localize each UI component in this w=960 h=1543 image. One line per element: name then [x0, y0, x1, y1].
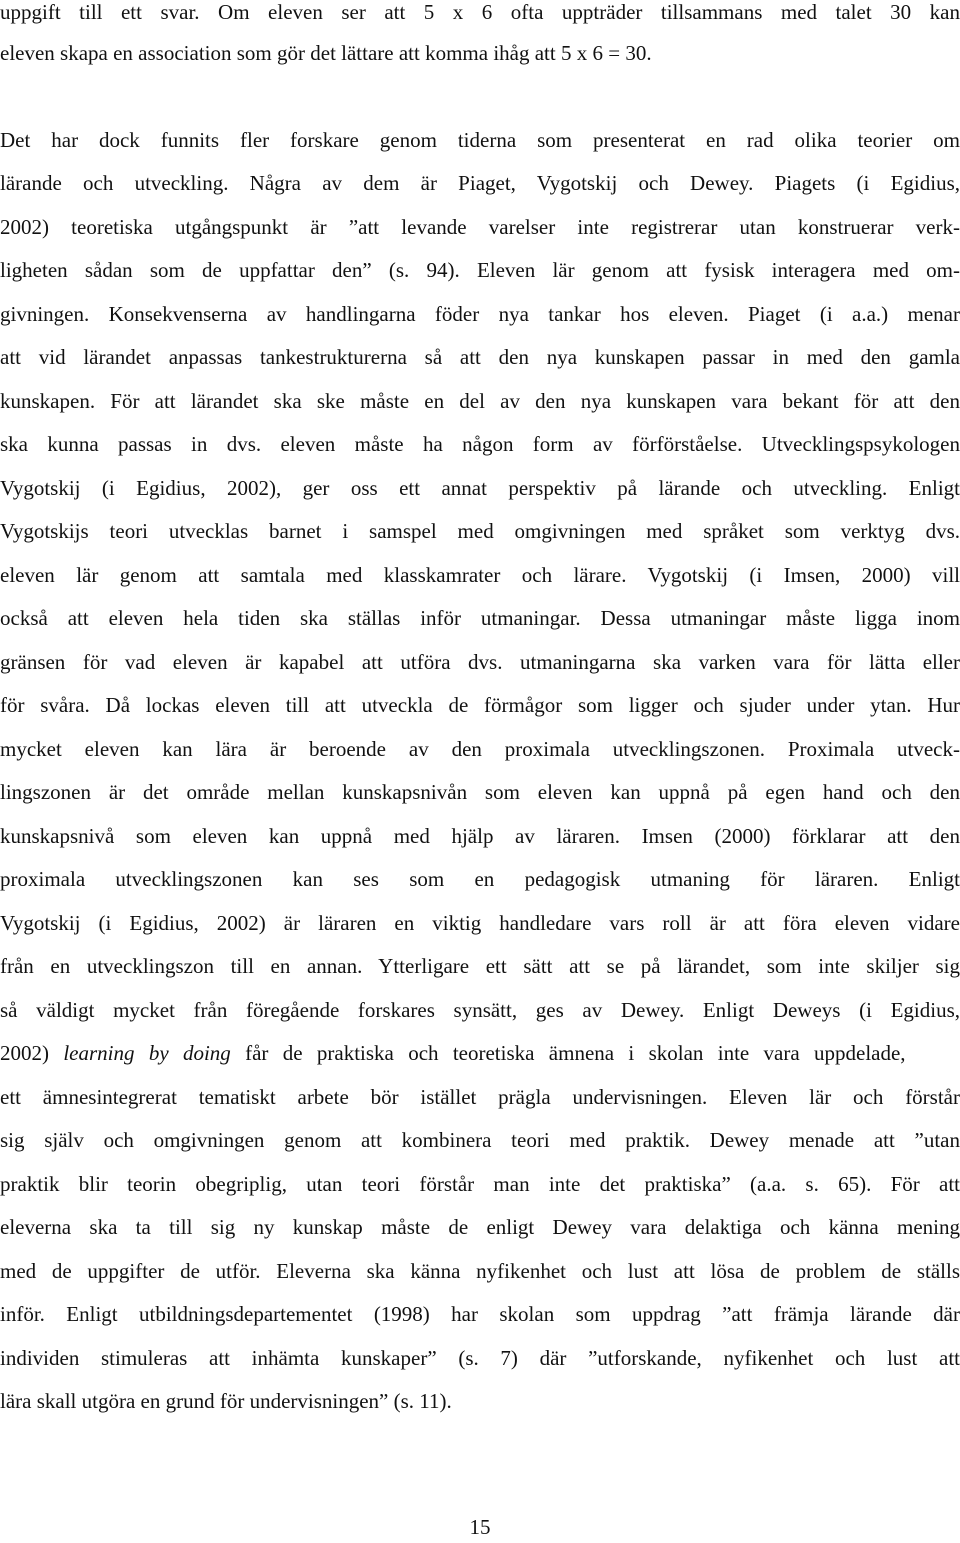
text-line: lära skall utgöra en grund för undervisningen” (s. 11).	[0, 1389, 452, 1413]
text-line: lingszonen är det område mellan kunskapsnivån som eleven kan uppnå på egen hand och den	[0, 780, 960, 804]
text-line: så väldigt mycket från föregående forskares synsätt, ges av Dewey. Enligt Deweys (i Egidius,	[0, 998, 960, 1022]
text-line: inför. Enligt utbildningsdepartementet (1998) har skolan som uppdrag ”att främja lärande där	[0, 1302, 960, 1326]
text-line: att vid lärandet anpassas tankestrukturerna så att den nya kunskapen passar in med den gamla	[0, 345, 960, 369]
text-line: ett ämnesintegrerat tematiskt arbete bör istället prägla undervisningen. Eleven lär och förstår	[0, 1085, 960, 1109]
text-line: från en utvecklingszon till en annan. Ytterligare ett sätt att se på lärandet, som inte skiljer sig	[0, 954, 960, 978]
text-line: ligheten sådan som de uppfattar den” (s. 94). Eleven lär genom att fysisk interagera med om-	[0, 258, 960, 282]
text-line-with-italic	[0, 1038, 960, 1068]
text-line: givningen. Konsekvenserna av handlingarna föder nya tankar hos eleven. Piaget (i a.a.) menar	[0, 302, 960, 326]
text-line: kunskapen. För att lärandet ska ske måste en del av den nya kunskapen vara bekant för att den	[0, 389, 960, 413]
text-segment: 2002)	[0, 1041, 64, 1065]
text-line: proximala utvecklingszonen kan ses som en pedagogisk utmaning för läraren. Enligt	[0, 867, 960, 891]
text-line: eleven lär genom att samtala med klasskamrater och lärare. Vygotskij (i Imsen, 2000) vill	[0, 563, 960, 587]
text-line: sig själv och omgivningen genom att kombinera teori med praktik. Dewey menade att ”utan	[0, 1128, 960, 1152]
text-line: för svåra. Då lockas eleven till att utveckla de förmågor som ligger och sjuder under ytan. Hur	[0, 693, 960, 717]
text-line: kunskapsnivå som eleven kan uppnå med hjälp av läraren. Imsen (2000) förklarar att den	[0, 824, 960, 848]
text-line: eleverna ska ta till sig ny kunskap måste de enligt Dewey vara delaktiga och känna mening	[0, 1215, 960, 1239]
text-line: Vygotskij (i Egidius, 2002) är läraren en viktig handledare vars roll är att föra eleven vidare	[0, 911, 960, 935]
text-line: mycket eleven kan lära är beroende av den proximala utvecklingszonen. Proximala utveck-	[0, 737, 960, 761]
text-line: uppgift till ett svar. Om eleven ser att 5 x 6 ofta uppträder tillsammans med talet 30 kan	[0, 0, 960, 24]
text-line: gränsen för vad eleven är kapabel att utföra dvs. utmaningarna ska varken vara för lätta eller	[0, 650, 960, 674]
page-number: 15	[469, 1515, 491, 1539]
text-line: Vygotskij (i Egidius, 2002), ger oss ett annat perspektiv på lärande och utveckling. Enligt	[0, 476, 960, 500]
text-line: eleven skapa en association som gör det lättare att komma ihåg att 5 x 6 = 30.	[0, 41, 652, 65]
text-line: också att eleven hela tiden ska ställas inför utmaningar. Dessa utmaningar måste ligga inom	[0, 606, 960, 630]
italic-term: learning by doing	[63, 1041, 231, 1065]
text-line: ska kunna passas in dvs. eleven måste ha någon form av förförståelse. Utvecklingspsykologen	[0, 432, 960, 456]
text-line: lärande och utveckling. Några av dem är Piaget, Vygotskij och Dewey. Piagets (i Egidius,	[0, 171, 960, 195]
text-line: 2002) teoretiska utgångspunkt är ”att levande varelser inte registrerar utan konstruerar verk-	[0, 215, 960, 239]
text-line: praktik blir teorin obegriplig, utan teori förstår man inte det praktiska” (a.a. s. 65). För att	[0, 1172, 960, 1196]
text-line: med de uppgifter de utför. Eleverna ska känna nyfikenhet och lust att lösa de problem de ställs	[0, 1259, 960, 1283]
text-line: Vygotskijs teori utvecklas barnet i samspel med omgivningen med språket som verktyg dvs.	[0, 519, 960, 543]
text-line: Det har dock funnits fler forskare genom tiderna som presenterat en rad olika teorier om	[0, 128, 960, 152]
text-segment: får de praktiska och teoretiska ämnena i skolan inte vara uppdelade,	[230, 1041, 906, 1065]
text-line: individen stimuleras att inhämta kunskaper” (s. 7) där ”utforskande, nyfikenhet och lust att	[0, 1346, 960, 1370]
